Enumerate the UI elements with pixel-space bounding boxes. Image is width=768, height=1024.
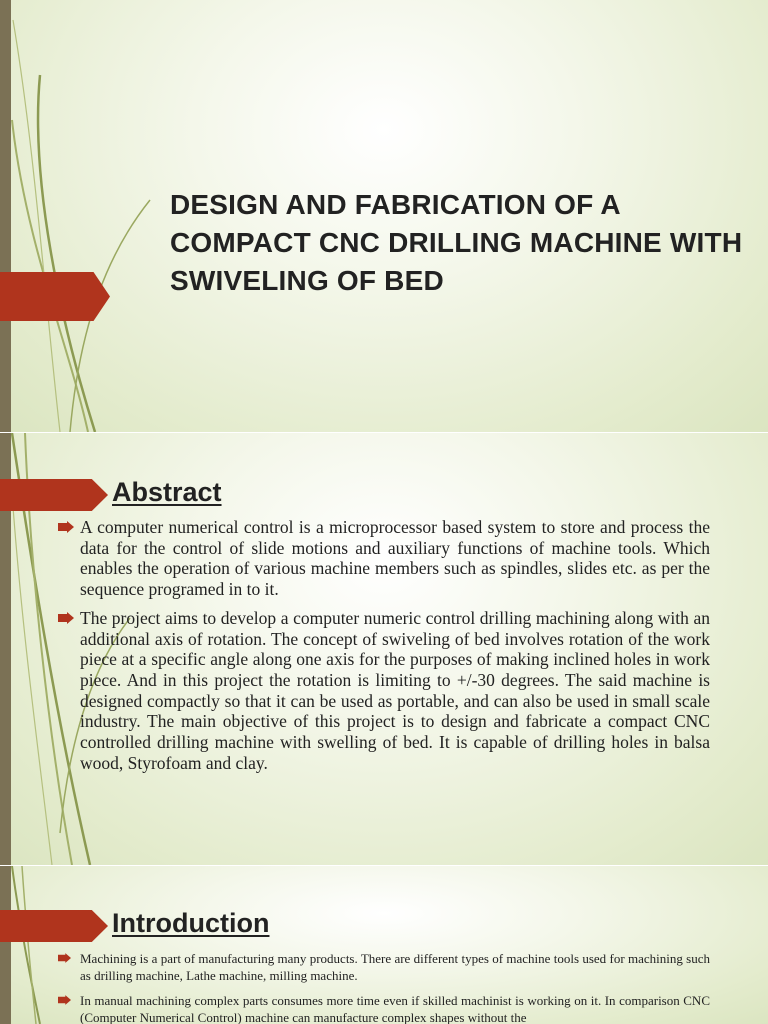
abstract-accent-tab xyxy=(0,479,108,511)
bullet-text: The project aims to develop a computer numeric control drilling machining along with an additional axis of rotation. The concept of swiveling of bed involves rotation of the work piece at a specific angle along one axis for the purposes of making inclined holes in work piece. And in this project the rotation is limiting to +/-30 degrees. The said machine is designed compactly so that it can be used as portable, and can also be used in small scale industry. The main objective of this project is to design and fabricate a compact CNC controlled drilling machine with swelling of bed. It is capable of drilling holes in balsa wood, Styrofoam and clay. xyxy=(80,607,710,773)
title-slide xyxy=(0,0,768,432)
introduction-accent-tab xyxy=(0,910,108,942)
arrow-bullet-icon xyxy=(58,953,71,963)
arrow-bullet-icon xyxy=(58,612,74,624)
list-item xyxy=(58,950,710,984)
introduction-slide xyxy=(0,866,768,1024)
bullet-text: A computer numerical control is a microprocessor based system to store and process the data for the control of slide motions and auxiliary functions of machine tools. Which enables the operation of various machine members such as spindles, slides etc. as per the sequence programed in to it. xyxy=(80,517,710,600)
list-item xyxy=(58,608,710,774)
bullet-text: In manual machining complex parts consumes more time even if skilled machinist is working on it. In comparison CNC (Computer Numerical Control) machine can manufacture complex shapes without the xyxy=(80,993,710,1024)
list-item xyxy=(58,992,710,1024)
title-accent-tab xyxy=(0,272,110,321)
introduction-heading: Introduction xyxy=(112,908,270,938)
list-item xyxy=(58,517,710,600)
presentation-title: DESIGN AND FABRICATION OF A COMPACT CNC DRILLING MACHINE WITH SWIVELING OF BED xyxy=(170,189,743,296)
abstract-bullet-list xyxy=(58,517,710,781)
abstract-slide xyxy=(0,433,768,865)
introduction-bullet-list xyxy=(58,950,710,1024)
arrow-bullet-icon xyxy=(58,521,74,533)
arrow-bullet-icon xyxy=(58,995,71,1005)
bullet-text: Machining is a part of manufacturing many products. There are different types of machine tools used for machining such as drilling machine, Lathe machine, milling machine. xyxy=(80,951,710,983)
abstract-heading: Abstract xyxy=(112,477,222,507)
